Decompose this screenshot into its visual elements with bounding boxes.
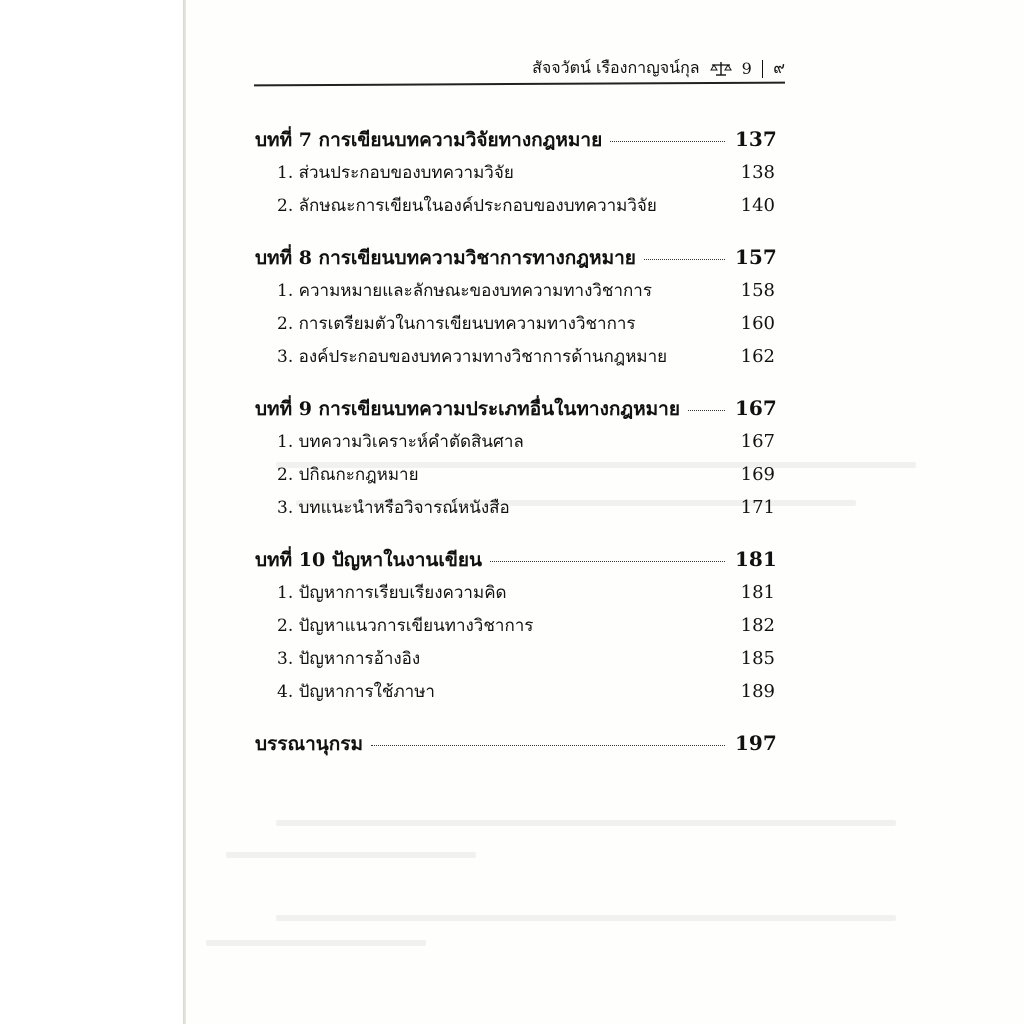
toc-item — [255, 645, 775, 678]
toc-bibliography — [255, 729, 775, 763]
bleed-through-line — [206, 940, 426, 946]
toc-chapter-10 — [255, 545, 775, 711]
item-label: 2. การเตรียมตัวในการเขียนบทความทางวิชาการ — [277, 314, 636, 334]
chapter-heading — [255, 394, 775, 428]
toc-chapter-9 — [255, 394, 775, 527]
chapter-page: 137 — [735, 127, 777, 151]
chapter-page: 181 — [735, 547, 777, 571]
dot-leader — [688, 410, 725, 411]
header-author: สัจจวัตน์ เรืองกาญจน์กุล — [532, 58, 700, 77]
item-page: 171 — [740, 497, 775, 518]
bibliography-page: 197 — [735, 731, 777, 755]
chapter-page: 157 — [735, 245, 777, 269]
header-page-number-thai: ๙ — [773, 58, 785, 77]
item-page: 138 — [740, 162, 775, 183]
item-label: 1. บทความวิเคราะห์คำตัดสินศาล — [277, 432, 524, 452]
item-label: 3. องค์ประกอบของบทความทางวิชาการด้านกฎหมาย — [277, 347, 668, 367]
dot-leader — [644, 259, 725, 260]
chapter-page: 167 — [735, 396, 777, 420]
bleed-through-line — [226, 852, 476, 858]
item-page: 158 — [740, 280, 775, 301]
header-page-number: 9 — [741, 59, 752, 78]
item-page: 140 — [740, 195, 775, 216]
toc-item — [255, 159, 775, 192]
toc-item — [255, 494, 775, 527]
header-separator — [762, 60, 764, 78]
chapter-heading — [255, 243, 775, 277]
item-page: 167 — [740, 431, 775, 452]
item-page: 162 — [740, 346, 775, 367]
toc-item — [255, 428, 775, 461]
item-page: 189 — [740, 681, 775, 702]
chapter-title: บทที่ 7 การเขียนบทความวิจัยทางกฎหมาย — [255, 129, 603, 151]
chapter-title: บทที่ 9 การเขียนบทความประเภทอื่นในทางกฎหมาย — [255, 398, 680, 420]
item-label: 1. ปัญหาการเรียบเรียงความคิด — [277, 583, 507, 603]
toc-item — [255, 461, 775, 494]
dot-leader — [490, 561, 725, 562]
item-page: 160 — [740, 313, 775, 334]
chapter-heading — [255, 545, 775, 579]
table-of-contents — [255, 125, 775, 781]
toc-chapter-8 — [255, 243, 775, 376]
item-label: 2. ปกิณกะกฎหมาย — [277, 465, 419, 485]
bibliography-heading — [255, 729, 775, 763]
toc-item — [255, 192, 775, 225]
toc-item — [255, 277, 775, 310]
item-page: 169 — [740, 464, 775, 485]
dot-leader — [371, 745, 725, 746]
chapter-heading — [255, 125, 775, 159]
running-header — [254, 50, 785, 84]
item-label: 3. บทแนะนำหรือวิจารณ์หนังสือ — [277, 498, 510, 518]
bleed-through-line — [276, 820, 896, 826]
toc-chapter-7 — [255, 125, 775, 225]
item-page: 185 — [740, 648, 775, 669]
item-label: 4. ปัญหาการใช้ภาษา — [277, 682, 435, 702]
item-label: 1. ส่วนประกอบของบทความวิจัย — [277, 163, 514, 183]
scales-of-justice-icon — [710, 61, 732, 77]
item-label: 2. ลักษณะการเขียนในองค์ประกอบของบทความวิจัย — [277, 196, 657, 216]
toc-item — [255, 343, 775, 376]
item-label: 1. ความหมายและลักษณะของบทความทางวิชาการ — [277, 281, 652, 301]
item-label: 3. ปัญหาการอ้างอิง — [277, 649, 421, 669]
item-page: 181 — [740, 582, 775, 603]
chapter-title: บทที่ 8 การเขียนบทความวิชาการทางกฎหมาย — [255, 247, 636, 269]
dot-leader — [610, 141, 725, 142]
bibliography-title: บรรณานุกรม — [255, 733, 363, 755]
chapter-title: บทที่ 10 ปัญหาในงานเขียน — [255, 549, 483, 571]
item-page: 182 — [740, 615, 775, 636]
bleed-through-line — [276, 915, 896, 921]
toc-item — [255, 612, 775, 645]
toc-item — [255, 579, 775, 612]
toc-item — [255, 310, 775, 343]
item-label: 2. ปัญหาแนวการเขียนทางวิชาการ — [277, 616, 534, 636]
toc-item — [255, 678, 775, 711]
